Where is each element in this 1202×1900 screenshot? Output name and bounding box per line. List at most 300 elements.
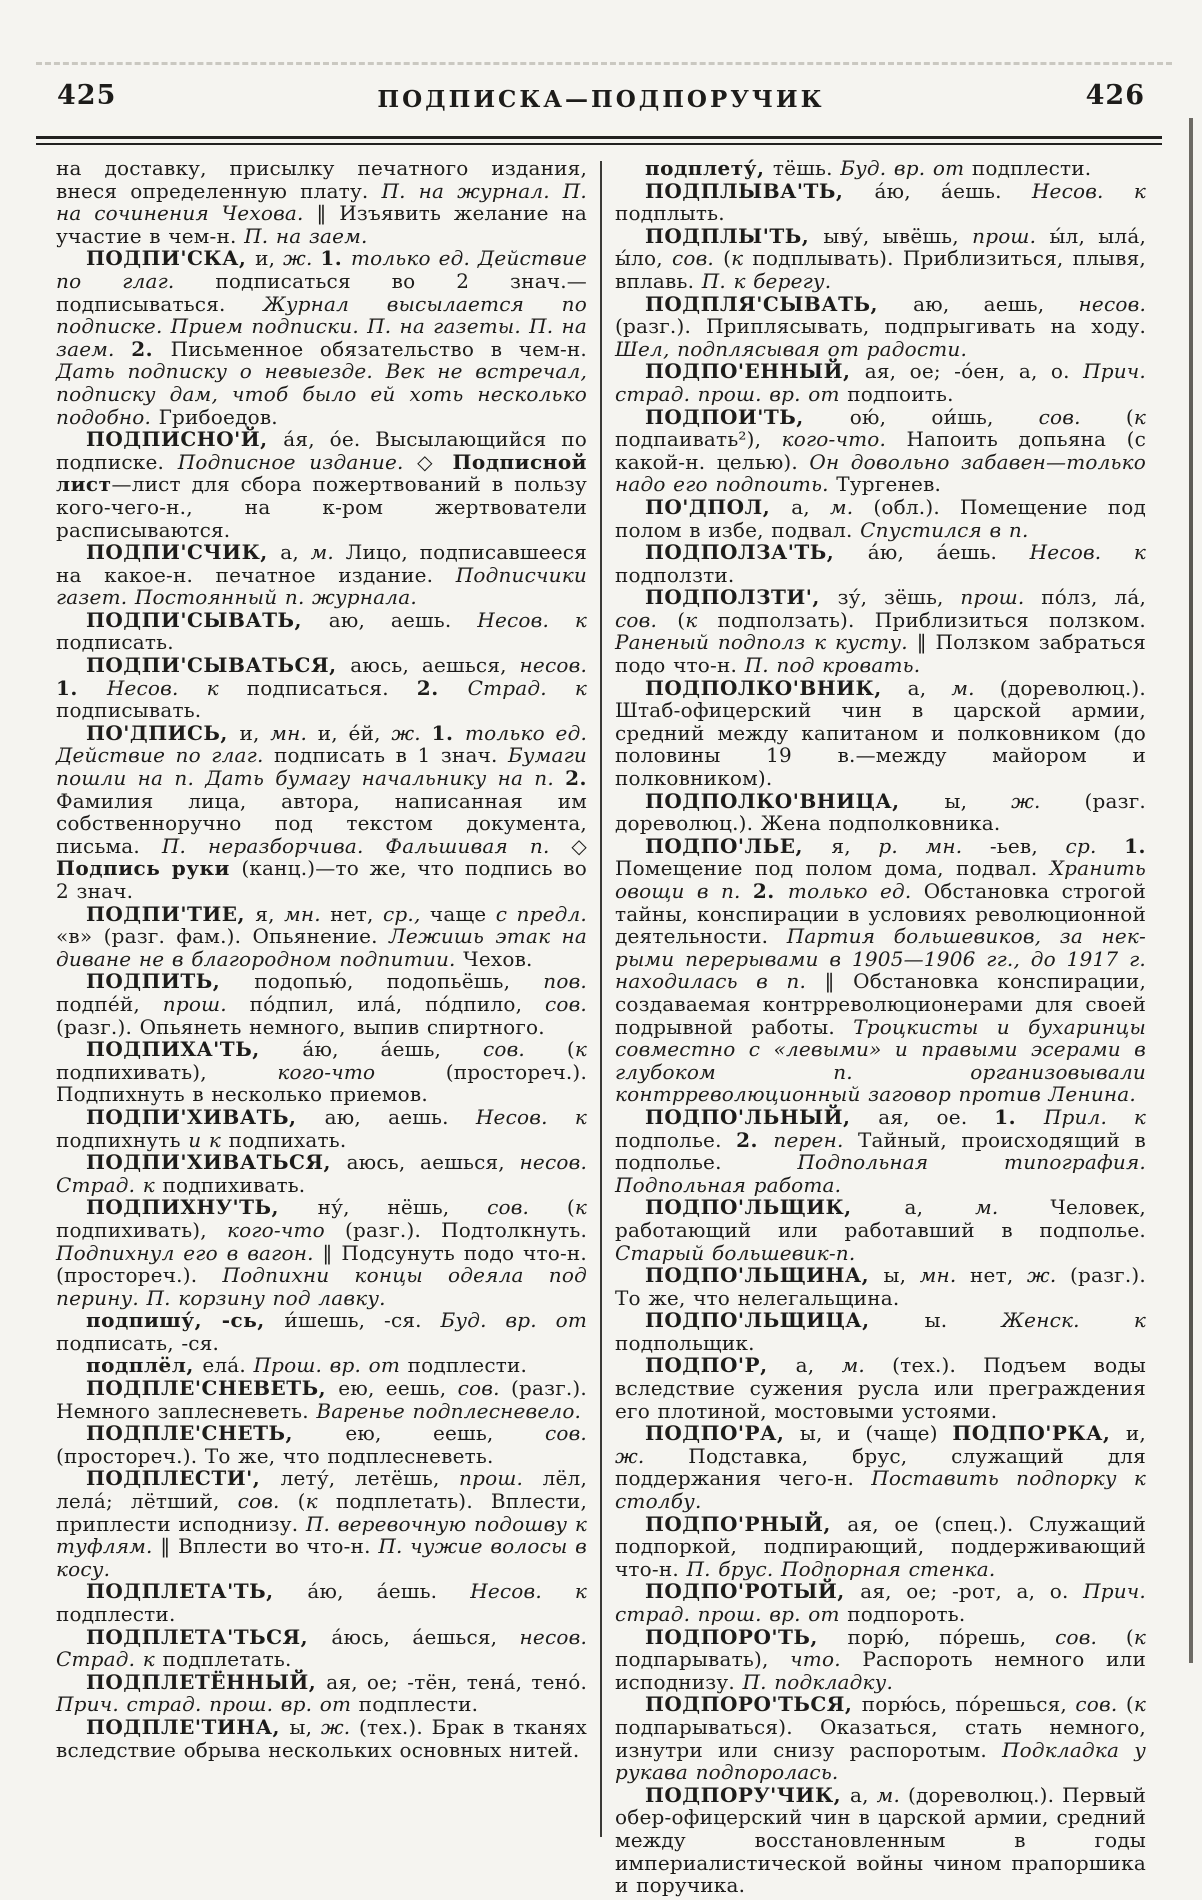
dictionary-entry bbox=[56, 541, 587, 609]
headword-or-bold-run: ПОДПИ'СКА, bbox=[86, 246, 256, 271]
text-run: ы, и (чаще) bbox=[799, 1421, 953, 1446]
text-run: Письменное обязательство в чем-н. bbox=[170, 336, 587, 361]
text-run: и́шешь, -ся. bbox=[284, 1308, 441, 1333]
italic-run: ж. bbox=[320, 1714, 360, 1739]
text-run: подписать. bbox=[56, 630, 174, 655]
headword-or-bold-run: ПОДПО'РОТЫЙ, bbox=[645, 1579, 861, 1604]
running-title: ПОДПИСКА—ПОДПОРУЧИК bbox=[377, 86, 825, 113]
text-run: по́лз, ла́, bbox=[1041, 585, 1146, 610]
text-run: ( bbox=[723, 246, 732, 271]
dictionary-entry bbox=[615, 1196, 1146, 1264]
italic-run: кого-что bbox=[226, 1217, 345, 1242]
text-run: ы, bbox=[944, 788, 1012, 813]
italic-run: перен. bbox=[773, 1127, 859, 1152]
italic-run: ж. bbox=[1026, 1263, 1070, 1288]
text-run: Подставка, брус, служащий для поддержания чего-н. bbox=[615, 1443, 1146, 1491]
text-run: ая, ое (спец.). Служащий подпоркой, подпирающий, поддерживающий что-н. bbox=[615, 1511, 1146, 1581]
text-run: подпаивать²), bbox=[615, 427, 782, 452]
headword-or-bold-run: ПОДПО'ЛЬНЫЙ, bbox=[645, 1104, 879, 1129]
dictionary-entry bbox=[615, 1354, 1146, 1422]
column-left bbox=[56, 157, 587, 1897]
headword-or-bold-run: подпишу́, -сь, bbox=[86, 1308, 285, 1333]
italic-run: Буд. вр. от bbox=[840, 156, 972, 180]
text-run: (разг.). Немного заплесневеть. bbox=[56, 1376, 587, 1423]
italic-run: сов. bbox=[487, 1195, 567, 1220]
dictionary-entry bbox=[615, 157, 1146, 180]
text-run: (дореволюц.). Первый обер-офицерский чин в царской армии, средний между восстановленным в годы империалистической войны чином прапоршика и поручика. bbox=[615, 1782, 1146, 1898]
text-run: подпарываться). Оказаться, стать немного, изнутри или снизу распоротым. bbox=[615, 1714, 1146, 1762]
text-run: ( bbox=[1125, 1692, 1134, 1717]
text-run: ( bbox=[1125, 404, 1134, 429]
text-run: я, bbox=[255, 901, 285, 926]
text-run: -ьев, bbox=[989, 833, 1066, 858]
headword-or-bold-run: ПОДПЛЕСТИ', bbox=[86, 1466, 281, 1491]
italic-run: м. bbox=[951, 675, 1000, 700]
italic-run: сов. bbox=[457, 1376, 511, 1401]
text-run: а́ю, а́ешь. bbox=[867, 540, 1030, 565]
headword-or-bold-run: ПОДПЛЫВА'ТЬ, bbox=[645, 178, 875, 203]
text-run: ( bbox=[1125, 1624, 1134, 1649]
dictionary-entry bbox=[615, 180, 1146, 225]
dictionary-entry bbox=[56, 1196, 587, 1309]
dictionary-entry bbox=[56, 1580, 587, 1625]
text-run: подписать в 1 знач. bbox=[273, 743, 508, 768]
text-run: «в» (разг. фам.). Опьянение. bbox=[56, 924, 389, 949]
text-run: а́я, о́е. Высылающийся по подписке. bbox=[56, 427, 588, 474]
headword-or-bold-run: 2. bbox=[416, 675, 468, 700]
text-run: ела́. bbox=[202, 1353, 254, 1378]
text-run: Распороть немного или исподнизу. bbox=[615, 1647, 1146, 1694]
headword-or-bold-run: ПОДПО'РКА, bbox=[952, 1421, 1126, 1446]
text-run: подплести. bbox=[56, 1602, 176, 1626]
dictionary-entry bbox=[615, 541, 1146, 586]
text-run: тёшь. bbox=[772, 156, 841, 180]
dictionary-entry bbox=[615, 1784, 1146, 1897]
italic-run: Прил. к bbox=[1043, 1104, 1147, 1129]
page-edge-artifact bbox=[1189, 118, 1193, 1663]
italic-run: ж. bbox=[1011, 788, 1085, 813]
dictionary-entry bbox=[615, 586, 1146, 676]
dictionary-entry bbox=[615, 677, 1146, 790]
text-run: а, bbox=[280, 540, 311, 565]
headword-or-bold-run: 2. bbox=[131, 336, 171, 361]
text-run: ая, ое. bbox=[878, 1104, 995, 1129]
italic-run: Подпихни концы одеяла под перину. П. корзину под лавку. bbox=[56, 1263, 587, 1310]
headword-or-bold-run: ПОДПОЛКО'ВНИЦА, bbox=[645, 788, 945, 813]
text-run: (канц.)—то же, что подпись во 2 знач. bbox=[56, 856, 587, 903]
headword-or-bold-run: ПОДПЛЕ'ТИНА, bbox=[86, 1714, 290, 1739]
headword-or-bold-run: подплёл, bbox=[86, 1353, 203, 1378]
italic-run: сов. bbox=[482, 1037, 567, 1062]
italic-run: Несов. к bbox=[477, 607, 587, 632]
italic-run: прош. bbox=[960, 585, 1042, 610]
italic-run: Варенье подплесневело. bbox=[316, 1398, 582, 1423]
text-run: зу́, зёшь, bbox=[837, 585, 961, 610]
italic-run: к bbox=[1133, 404, 1146, 429]
italic-run: Подписчики газет. Постоянный п. журнала. bbox=[56, 562, 587, 610]
italic-run: П. на заем. bbox=[244, 223, 368, 248]
dictionary-entry bbox=[615, 225, 1146, 293]
dictionary-entry bbox=[56, 1626, 587, 1671]
text-run: подпихнуть bbox=[56, 1127, 189, 1152]
text-run: лету́, летёшь, bbox=[280, 1466, 460, 1491]
text-run: а, bbox=[795, 1353, 842, 1378]
text-run: аюсь, аешься, bbox=[350, 653, 520, 678]
headword-or-bold-run: ПОДПО'ЕННЫЙ, bbox=[645, 359, 865, 384]
dictionary-entry bbox=[615, 496, 1146, 541]
headword-or-bold-run: ПОДПЛЕ'СНЕТЬ, bbox=[86, 1421, 346, 1446]
italic-run: сов. bbox=[671, 246, 724, 271]
text-run: по́дпил, ила́, по́дпило, bbox=[249, 991, 545, 1016]
italic-run: кого-что bbox=[277, 1059, 446, 1084]
text-run: нет, bbox=[970, 1263, 1027, 1288]
text-run: ая, ое; -тён, тена́, тено́. bbox=[326, 1669, 587, 1694]
italic-run: П. веревочную подошву к туфлям. bbox=[56, 1511, 587, 1559]
text-run: подплетать. bbox=[162, 1647, 292, 1672]
text-run: подползти. bbox=[615, 562, 735, 587]
headword-or-bold-run: ПОДПИХНУ'ТЬ, bbox=[86, 1195, 318, 1220]
dictionary-entry bbox=[615, 406, 1146, 496]
text-run: ‖ Обстановка конспирации, создаваемая контрреволюционерами для своей подрывной работы. bbox=[615, 969, 1147, 1039]
dictionary-entry bbox=[56, 1309, 587, 1354]
dictionary-entry bbox=[615, 1580, 1146, 1625]
italic-run: Прич. страд. прош. вр. от bbox=[56, 1692, 359, 1717]
italic-run: м. bbox=[975, 1195, 1051, 1220]
headword-or-bold-run: 1. bbox=[994, 1104, 1044, 1129]
text-run: ‖ Ползком забраться подо что-н. bbox=[615, 630, 1146, 678]
text-run: а, bbox=[850, 1782, 877, 1807]
text-run: подпольщик. bbox=[615, 1330, 755, 1355]
text-run: ою́, ои́шь, bbox=[849, 404, 1039, 429]
italic-run: кого-что. bbox=[781, 427, 907, 452]
text-run: подползать). Приблизиться ползком. bbox=[717, 607, 1146, 632]
text-run: ну́, нёшь, bbox=[317, 1195, 488, 1220]
headword-or-bold-run: 2. bbox=[736, 1127, 774, 1152]
text-run: ( bbox=[566, 1195, 575, 1220]
text-run: (простореч.). То же, что подплесневеть. bbox=[56, 1443, 494, 1468]
italic-run: м. bbox=[829, 494, 874, 519]
text-run: подпоить. bbox=[847, 381, 954, 406]
italic-run: Прич. страд. прош. вр. от bbox=[615, 359, 1146, 406]
italic-run: сов. bbox=[1075, 1692, 1126, 1717]
dictionary-entry bbox=[56, 1671, 587, 1716]
headword-or-bold-run: Подпись руки bbox=[56, 856, 242, 881]
text-run: ая, ое; -о́ен, а, о. bbox=[864, 359, 1084, 384]
headword-or-bold-run: ПОДПО'РНЫЙ, bbox=[645, 1511, 848, 1536]
italic-run: прош. bbox=[459, 1466, 543, 1491]
italic-run: к bbox=[731, 246, 753, 271]
dictionary-entry bbox=[615, 360, 1146, 405]
italic-run: Журнал высылается по подписке. Прием подписки. П. на газеты. П. на заем. bbox=[56, 291, 587, 361]
headword-or-bold-run: ПОДПОЛЗТИ', bbox=[645, 585, 838, 610]
page-number-right: 426 bbox=[1085, 80, 1145, 111]
text-run: Помещение под полом дома, подвал. bbox=[615, 856, 1050, 881]
text-run: ( bbox=[297, 1489, 306, 1514]
italic-run: только ед. Действие по глаг. bbox=[56, 246, 588, 293]
headword-or-bold-run: 1. bbox=[431, 720, 466, 745]
dictionary-entry bbox=[615, 1513, 1146, 1581]
italic-run: П. брус. Подпорная стенка. bbox=[686, 1556, 996, 1581]
text-run: подполье. bbox=[615, 1127, 737, 1152]
headword-or-bold-run: ПОДПИ'ХИВАТЬ, bbox=[86, 1104, 325, 1129]
headword-or-bold-run: Подписной лист bbox=[56, 449, 587, 497]
text-run: и, е́й, bbox=[317, 720, 392, 745]
headword-or-bold-run: ПО'ДПИСЬ, bbox=[86, 720, 240, 745]
headword-or-bold-run: 1. bbox=[320, 246, 351, 271]
text-run: (разг.). То же, что нелегальщина. bbox=[615, 1263, 1146, 1310]
italic-run: сов. bbox=[615, 607, 678, 632]
column-divider bbox=[600, 161, 602, 1837]
headword-or-bold-run: ПОДПИСНО'Й, bbox=[86, 427, 284, 452]
text-run: ◇ bbox=[417, 449, 453, 474]
italic-run: сов. bbox=[237, 1489, 298, 1514]
italic-run: Несов. к bbox=[470, 1579, 587, 1604]
italic-run: несов. bbox=[1078, 291, 1146, 316]
italic-run: к bbox=[574, 1195, 587, 1220]
dictionary-entry bbox=[615, 1106, 1146, 1196]
italic-run: Подписное издание. bbox=[177, 449, 418, 474]
dictionary-entry bbox=[56, 157, 587, 247]
text-run: ◇ bbox=[571, 833, 588, 858]
dictionary-entry bbox=[56, 970, 587, 1038]
headword-or-bold-run: ПОДПЛЫ'ТЬ, bbox=[645, 223, 824, 248]
dictionary-entry bbox=[56, 1422, 587, 1467]
dictionary-entry bbox=[615, 293, 1146, 361]
text-run: подпе́й, bbox=[56, 991, 163, 1016]
italic-run: Подпихнул его в вагон. bbox=[56, 1240, 323, 1265]
italic-run: Несов. к bbox=[106, 675, 247, 700]
italic-run: Он довольно забавен—только надо его подпоить. bbox=[615, 449, 1147, 497]
text-run: ею, еешь, bbox=[345, 1421, 545, 1446]
italic-run: сов. bbox=[544, 991, 587, 1016]
text-run: (простореч.). Подпихнуть в несколько приемов. bbox=[56, 1059, 587, 1107]
italic-run: Раненый подполз к кусту. bbox=[615, 630, 917, 655]
dictionary-entry bbox=[56, 1106, 587, 1151]
italic-run: Бумаги пошли на п. Дать бумагу начальнику на п. bbox=[56, 743, 587, 791]
text-run: а́ю, а́ешь. bbox=[307, 1579, 471, 1604]
italic-run: ср., bbox=[383, 901, 430, 926]
italic-run: Хранить овощи в п. bbox=[615, 856, 1146, 903]
italic-run: к bbox=[1133, 1624, 1146, 1649]
italic-run: сов. bbox=[544, 1421, 587, 1446]
headword-or-bold-run: ПОДПИ'СЫВАТЬ, bbox=[86, 607, 329, 632]
italic-run: несов. Страд. к bbox=[56, 1150, 587, 1197]
dictionary-entry bbox=[56, 1377, 587, 1422]
headword-or-bold-run: 1. bbox=[1124, 833, 1146, 858]
headword-or-bold-run: ПОДПИ'ТИЕ, bbox=[86, 901, 256, 926]
dictionary-entry bbox=[56, 654, 587, 722]
italic-run: Подкладка у рукава подпоролась. bbox=[615, 1737, 1147, 1785]
text-run: аю, аешь. bbox=[328, 607, 478, 632]
text-run: ы́л, ыла́, ы́ло, bbox=[615, 223, 1147, 271]
dictionary-entry bbox=[56, 1354, 587, 1377]
italic-run: П. чужие волосы в косу. bbox=[56, 1534, 587, 1581]
italic-run: прош. bbox=[972, 223, 1050, 248]
text-run: подпороть. bbox=[847, 1602, 966, 1626]
text-run: подпихать. bbox=[228, 1127, 347, 1152]
text-run: —лист для сбора пожертвований в пользу кого-чего-н., на к-ром жертвователи расписываются. bbox=[56, 472, 587, 542]
text-run: аю, аешь. bbox=[324, 1104, 476, 1129]
headword-or-bold-run: ПОДПО'Р, bbox=[645, 1353, 796, 1378]
italic-run: Партия большевиков, за нек-рыми перерывами в 1905—1906 гг., до 1917 г. находилась в п. bbox=[615, 924, 1146, 994]
text-run: ыву́, ывёшь, bbox=[823, 223, 973, 248]
text-run: (разг.). Приплясывать, подпрыгивать на ходу. bbox=[615, 314, 1146, 339]
text-run: аюсь, аешься, bbox=[346, 1150, 520, 1175]
italic-run: м. bbox=[310, 540, 346, 565]
headword-or-bold-run: ПОДПОРУ'ЧИК, bbox=[645, 1782, 850, 1807]
text-run: а, bbox=[904, 1195, 976, 1220]
headword-or-bold-run: ПОДПО'ЛЬЩИК, bbox=[645, 1195, 905, 1220]
dictionary-entry bbox=[615, 1264, 1146, 1309]
italic-run: пов. bbox=[543, 969, 587, 994]
text-columns bbox=[0, 145, 1202, 1897]
headword-or-bold-run: ПОДПИТЬ, bbox=[86, 969, 255, 994]
headword-or-bold-run: ПОДПОИ'ТЬ, bbox=[645, 404, 850, 429]
text-run: подплыть. bbox=[615, 201, 725, 226]
text-run: ‖ Изъявить желание на участие в чем-н. bbox=[56, 201, 587, 248]
headword-or-bold-run: ПОДПЛЕТА'ТЬСЯ, bbox=[86, 1624, 332, 1649]
page-number-left: 425 bbox=[57, 80, 117, 111]
text-run: нет, bbox=[330, 901, 383, 926]
headword-or-bold-run: подплету́, bbox=[645, 156, 773, 180]
text-run: подопью́, подопьёшь, bbox=[254, 969, 544, 994]
headword-or-bold-run: ПОДПЛЯ'СЫВАТЬ, bbox=[645, 291, 914, 316]
dictionary-entry bbox=[56, 609, 587, 654]
italic-run: Троцкисты и бухаринцы совместно с «левыми» и правыми эсерами в глубоком п. организовывали контрреволюционный заговор против Ленина. bbox=[615, 1014, 1146, 1107]
headword-or-bold-run: ПОДПОРО'ТЬ, bbox=[645, 1624, 848, 1649]
text-run: Человек, работающий или работавший в подполье. bbox=[615, 1195, 1146, 1242]
text-run: подпихивать. bbox=[162, 1172, 306, 1197]
italic-run: сов. bbox=[1038, 404, 1126, 429]
text-run: (тех.). Брак в тканях вследствие обрыва нескольких основных нитей. bbox=[56, 1714, 588, 1762]
italic-run: ж. bbox=[615, 1443, 689, 1468]
text-run: а́ю, а́ешь. bbox=[874, 178, 1032, 203]
text-run: и, bbox=[239, 720, 271, 745]
dictionary-entry bbox=[56, 903, 587, 971]
text-run: ( bbox=[677, 607, 686, 632]
italic-run: Лежишь этак на диване не в благородном подпитии. bbox=[56, 924, 588, 971]
text-run: ы. bbox=[924, 1308, 1002, 1333]
dictionary-entry bbox=[615, 1626, 1146, 1694]
italic-run: к bbox=[685, 607, 718, 632]
text-run: лёл, лела́; лётший, bbox=[56, 1466, 587, 1514]
headword-or-bold-run: ПОДПИ'СЫВАТЬСЯ, bbox=[86, 653, 351, 678]
text-run: и, bbox=[1125, 1421, 1146, 1446]
text-run: я, bbox=[831, 833, 879, 858]
text-run: Чехов. bbox=[463, 946, 533, 971]
text-run: подплетать). Вплести, приплести исподнизу. bbox=[56, 1489, 588, 1536]
text-run: Фамилия лица, автора, написанная им собственноручно под текстом документа, письма. bbox=[56, 788, 587, 858]
italic-run: Старый большевик-п. bbox=[615, 1240, 856, 1265]
headword-or-bold-run: ПОДПИ'СЧИК, bbox=[86, 540, 281, 565]
italic-run: П. под кровать. bbox=[744, 653, 921, 678]
text-run: (тех.). Подъем воды вследствие сужения русла или преграждения его плотиной, мостовыми устоями. bbox=[615, 1353, 1146, 1423]
italic-run: Подпольная типография. Подпольная работа. bbox=[615, 1150, 1146, 1197]
dictionary-entry bbox=[56, 247, 587, 428]
column-right bbox=[615, 157, 1146, 1897]
text-run: подплести. bbox=[971, 156, 1092, 180]
italic-run: Несов. к bbox=[1031, 178, 1146, 203]
italic-run: ж. bbox=[283, 246, 321, 271]
text-run: а́юсь, а́ешься, bbox=[331, 1624, 520, 1649]
text-run: ы, bbox=[289, 1714, 321, 1739]
headword-or-bold-run: ПОДПИ'ХИВАТЬСЯ, bbox=[86, 1150, 347, 1175]
text-run: ( bbox=[566, 1037, 575, 1062]
text-run: (разг.). Опьянеть немного, выпив спиртного. bbox=[56, 1014, 545, 1039]
italic-run: и к bbox=[188, 1127, 229, 1152]
italic-run: только ед. Действие по глаг. bbox=[56, 720, 587, 768]
text-run: (разг. дореволюц.). Жена подполковника. bbox=[615, 788, 1146, 836]
text-run: (разг.). Подтолкнуть. bbox=[344, 1217, 587, 1242]
headword-or-bold-run: ПОДПЛЕТЁННЫЙ, bbox=[86, 1669, 327, 1694]
text-run: а, bbox=[907, 675, 952, 700]
italic-run: несов. bbox=[519, 653, 587, 678]
italic-run: м. bbox=[876, 1782, 908, 1807]
italic-run: ср. bbox=[1065, 833, 1125, 858]
italic-run: сов. bbox=[1055, 1624, 1126, 1649]
dictionary-entry bbox=[615, 1422, 1146, 1512]
italic-run: П. подкладку. bbox=[742, 1669, 894, 1694]
text-run: ‖ Вплести во что-н. bbox=[160, 1534, 379, 1559]
text-run: подписаться во 2 знач.—подписываться. bbox=[56, 268, 587, 316]
text-run: Обстановка строгой тайны, конспирации в условиях революционной деятельности. bbox=[615, 879, 1146, 949]
text-run: подплести. bbox=[358, 1692, 479, 1717]
text-run: Грибоедов. bbox=[158, 404, 278, 429]
dictionary-entry bbox=[56, 1038, 587, 1106]
text-run: Лицо, подписавшееся на какое-н. печатное издание. bbox=[56, 540, 587, 587]
italic-run: р. мн. bbox=[878, 833, 990, 858]
headword-or-bold-run: ПОДПОЛЗА'ТЬ, bbox=[645, 540, 868, 565]
italic-run: П. к берегу. bbox=[701, 268, 832, 293]
italic-run: ж. bbox=[391, 720, 432, 745]
headword-or-bold-run: ПОДПЛЕ'СНЕВЕТЬ, bbox=[86, 1376, 339, 1401]
text-run: на доставку, присылку печатного издания, внеся определенную плату. bbox=[56, 156, 587, 203]
text-run: аю, аешь, bbox=[913, 291, 1079, 316]
italic-run: несов. Страд. к bbox=[56, 1624, 587, 1672]
header-rule bbox=[36, 136, 1162, 145]
italic-run: только ед. bbox=[787, 879, 924, 903]
italic-run: Поставить подпорку к столбу. bbox=[615, 1466, 1146, 1514]
dictionary-entry bbox=[56, 722, 587, 903]
text-run: (дореволюц.). Штаб-офицерский чин в царской армии, средний между капитаном и полковником (до половины 19 в.—между майором и полковником). bbox=[615, 675, 1146, 791]
headword-or-bold-run: ПОДПО'РА, bbox=[645, 1421, 800, 1446]
italic-run: м. bbox=[841, 1353, 893, 1378]
running-header bbox=[0, 0, 1202, 126]
headword-or-bold-run: ПОДПО'ЛЬЩИЦА, bbox=[645, 1308, 925, 1333]
text-run: ‖ Подсунуть подо что-н. (простореч.). bbox=[56, 1240, 587, 1288]
headword-or-bold-run: ПОДПО'ЛЬЩИНА, bbox=[645, 1263, 884, 1288]
text-run: подпихивать), bbox=[56, 1059, 278, 1084]
italic-run: мн. bbox=[284, 901, 331, 926]
dictionary-entry bbox=[56, 1716, 587, 1761]
dictionary-entry bbox=[56, 428, 587, 541]
text-run: и, bbox=[255, 246, 284, 271]
headword-or-bold-run: ПОДПЛЕТА'ТЬ, bbox=[86, 1579, 308, 1604]
text-run: подписывать. bbox=[56, 698, 202, 723]
text-run: а́ю, а́ешь, bbox=[302, 1037, 483, 1062]
text-run: Тургенев. bbox=[836, 472, 942, 497]
italic-run: мн. bbox=[919, 1263, 970, 1288]
text-run: подписаться. bbox=[246, 675, 417, 700]
text-run: чаще bbox=[429, 901, 496, 926]
headword-or-bold-run: ПО'ДПОЛ, bbox=[645, 494, 792, 519]
headword-or-bold-run: ПОДПИХА'ТЬ, bbox=[86, 1037, 303, 1062]
italic-run: Дать подписку о невыезде. Век не встречал, подписку дам, чтоб было ей хоть несколько подобно. bbox=[56, 359, 587, 429]
italic-run: Несов. к bbox=[475, 1104, 587, 1129]
headword-or-bold-run: ПОДПОЛКО'ВНИК, bbox=[645, 675, 908, 700]
italic-run: Страд. к bbox=[467, 675, 588, 700]
dictionary-entry bbox=[615, 1693, 1146, 1783]
